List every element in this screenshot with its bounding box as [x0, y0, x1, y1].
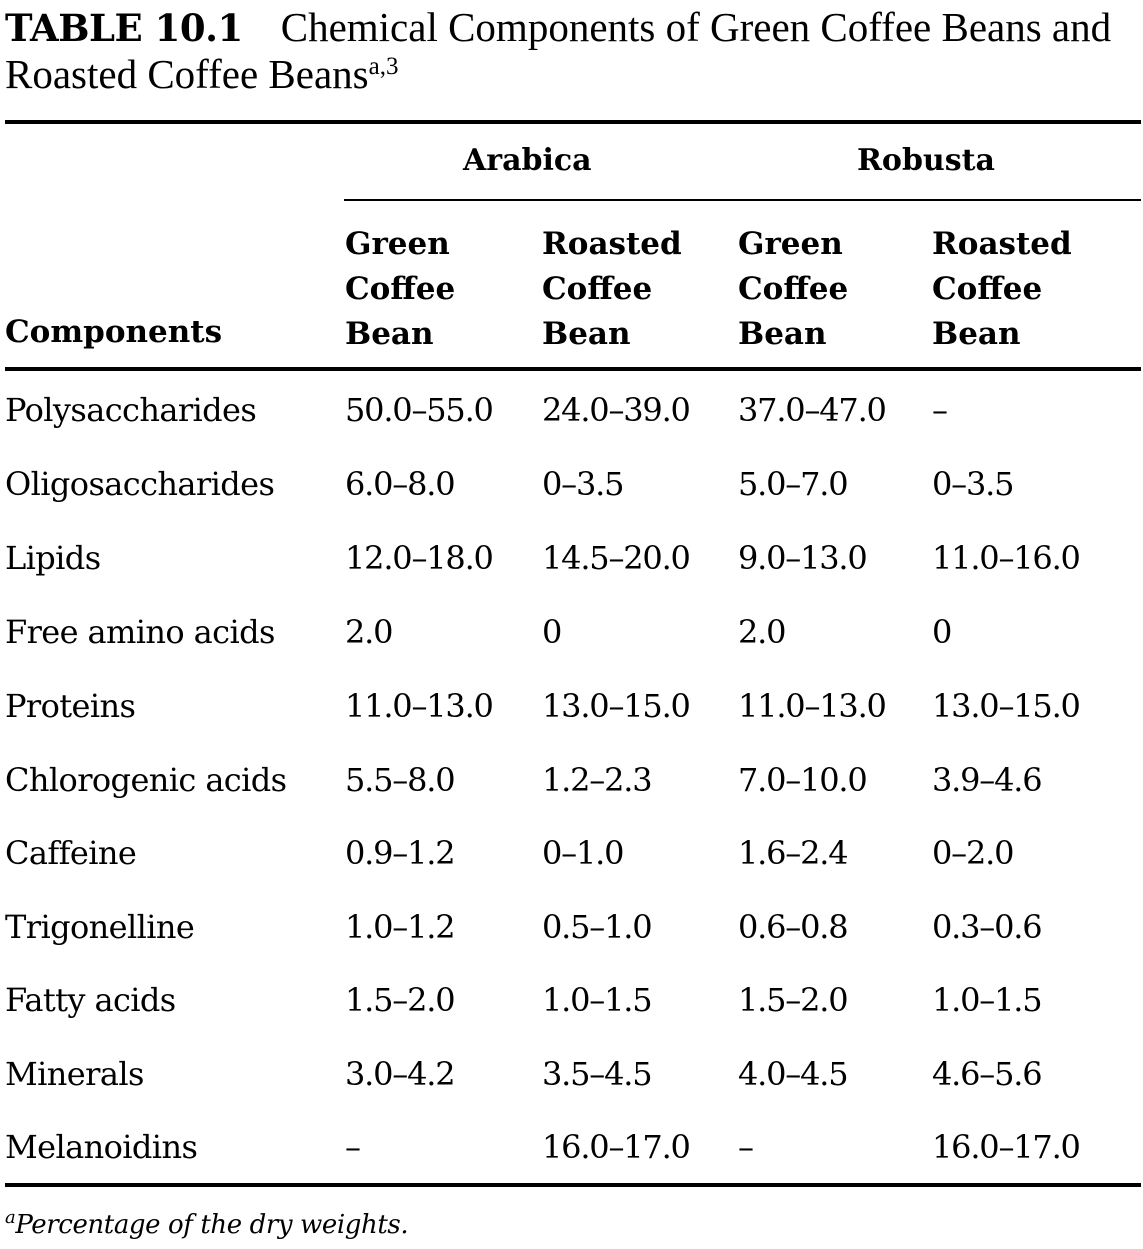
table-cell: – [738, 1128, 753, 1166]
row-label: Chlorogenic acids [5, 761, 287, 799]
row-label: Oligosaccharides [5, 465, 275, 503]
table-cell: 4.0–4.5 [738, 1055, 848, 1093]
table-cell: 2.0 [738, 613, 786, 651]
table-cell: 0 [542, 613, 562, 651]
row-label: Free amino acids [5, 613, 275, 651]
table-cell: 5.5–8.0 [345, 761, 455, 799]
table-cell: 0.5–1.0 [542, 908, 652, 946]
table-cell: 1.0–1.5 [542, 981, 652, 1019]
group-rule [344, 199, 1141, 201]
group-header-robusta: Robusta [857, 143, 995, 178]
table-cell: 0–3.5 [542, 465, 624, 503]
table-title-reference: a,3 [368, 53, 399, 80]
table-cell: 0–2.0 [932, 834, 1014, 872]
top-rule [5, 120, 1141, 124]
row-label: Caffeine [5, 834, 137, 872]
row-label: Lipids [5, 539, 101, 577]
table-cell: 4.6–5.6 [932, 1055, 1042, 1093]
table-footnote [5, 1208, 408, 1242]
table-cell: 16.0–17.0 [932, 1128, 1080, 1166]
table-cell: 1.0–1.5 [932, 981, 1042, 1019]
table-cell: 37.0–47.0 [738, 391, 886, 429]
table-cell: 3.0–4.2 [345, 1055, 455, 1093]
col-header-robusta-roasted: Roasted Coffee Bean [932, 226, 1072, 352]
table-cell: 0.6–0.8 [738, 908, 848, 946]
table-cell: 14.5–20.0 [542, 539, 690, 577]
group-header-arabica: Arabica [463, 143, 592, 178]
table-cell: 12.0–18.0 [345, 539, 493, 577]
table-cell: – [345, 1128, 360, 1166]
table-cell: 13.0–15.0 [932, 687, 1080, 725]
table-cell: 16.0–17.0 [542, 1128, 690, 1166]
row-label: Polysaccharides [5, 391, 257, 429]
table-cell: 11.0–16.0 [932, 539, 1080, 577]
table-cell: 3.5–4.5 [542, 1055, 652, 1093]
table-cell: 9.0–13.0 [738, 539, 867, 577]
table-cell: 50.0–55.0 [345, 391, 493, 429]
table-cell: 13.0–15.0 [542, 687, 690, 725]
table-cell: 1.5–2.0 [738, 981, 848, 1019]
row-label: Melanoidins [5, 1128, 198, 1166]
header-rule [5, 367, 1141, 371]
table-cell: 3.9–4.6 [932, 761, 1042, 799]
table-cell: 6.0–8.0 [345, 465, 455, 503]
row-label: Minerals [5, 1055, 144, 1093]
table-cell: 7.0–10.0 [738, 761, 867, 799]
table-cell: 0.3–0.6 [932, 908, 1042, 946]
table-cell: – [932, 391, 947, 429]
footnote-text: Percentage of the dry weights. [15, 1210, 409, 1240]
col-header-robusta-green: Green Coffee Bean [738, 226, 849, 352]
table-cell: 1.5–2.0 [345, 981, 455, 1019]
row-label: Trigonelline [5, 908, 195, 946]
table-cell: 11.0–13.0 [345, 687, 493, 725]
table-cell: 11.0–13.0 [738, 687, 886, 725]
table-cell: 0–3.5 [932, 465, 1014, 503]
table-caption [5, 4, 1135, 97]
col-header-arabica-green: Green Coffee Bean [345, 226, 456, 352]
table-number: TABLE 10.1 [5, 6, 243, 50]
table-cell: 1.0–1.2 [345, 908, 455, 946]
table-cell: 1.2–2.3 [542, 761, 652, 799]
table-cell: 0.9–1.2 [345, 834, 455, 872]
row-label: Proteins [5, 687, 136, 725]
table-cell: 0 [932, 613, 952, 651]
table-cell: 24.0–39.0 [542, 391, 690, 429]
bottom-rule [5, 1183, 1141, 1187]
row-label: Fatty acids [5, 981, 176, 1019]
col-header-components: Components [5, 314, 223, 350]
col-header-arabica-roasted: Roasted Coffee Bean [542, 226, 682, 352]
table-cell: 0–1.0 [542, 834, 624, 872]
table-cell: 5.0–7.0 [738, 465, 848, 503]
table-cell: 2.0 [345, 613, 393, 651]
table-cell: 1.6–2.4 [738, 834, 848, 872]
table-title: Chemical Components of Green Coffee Beans and Roasted Coffee Beans [5, 4, 1112, 97]
footnote-marker: a [5, 1207, 16, 1228]
